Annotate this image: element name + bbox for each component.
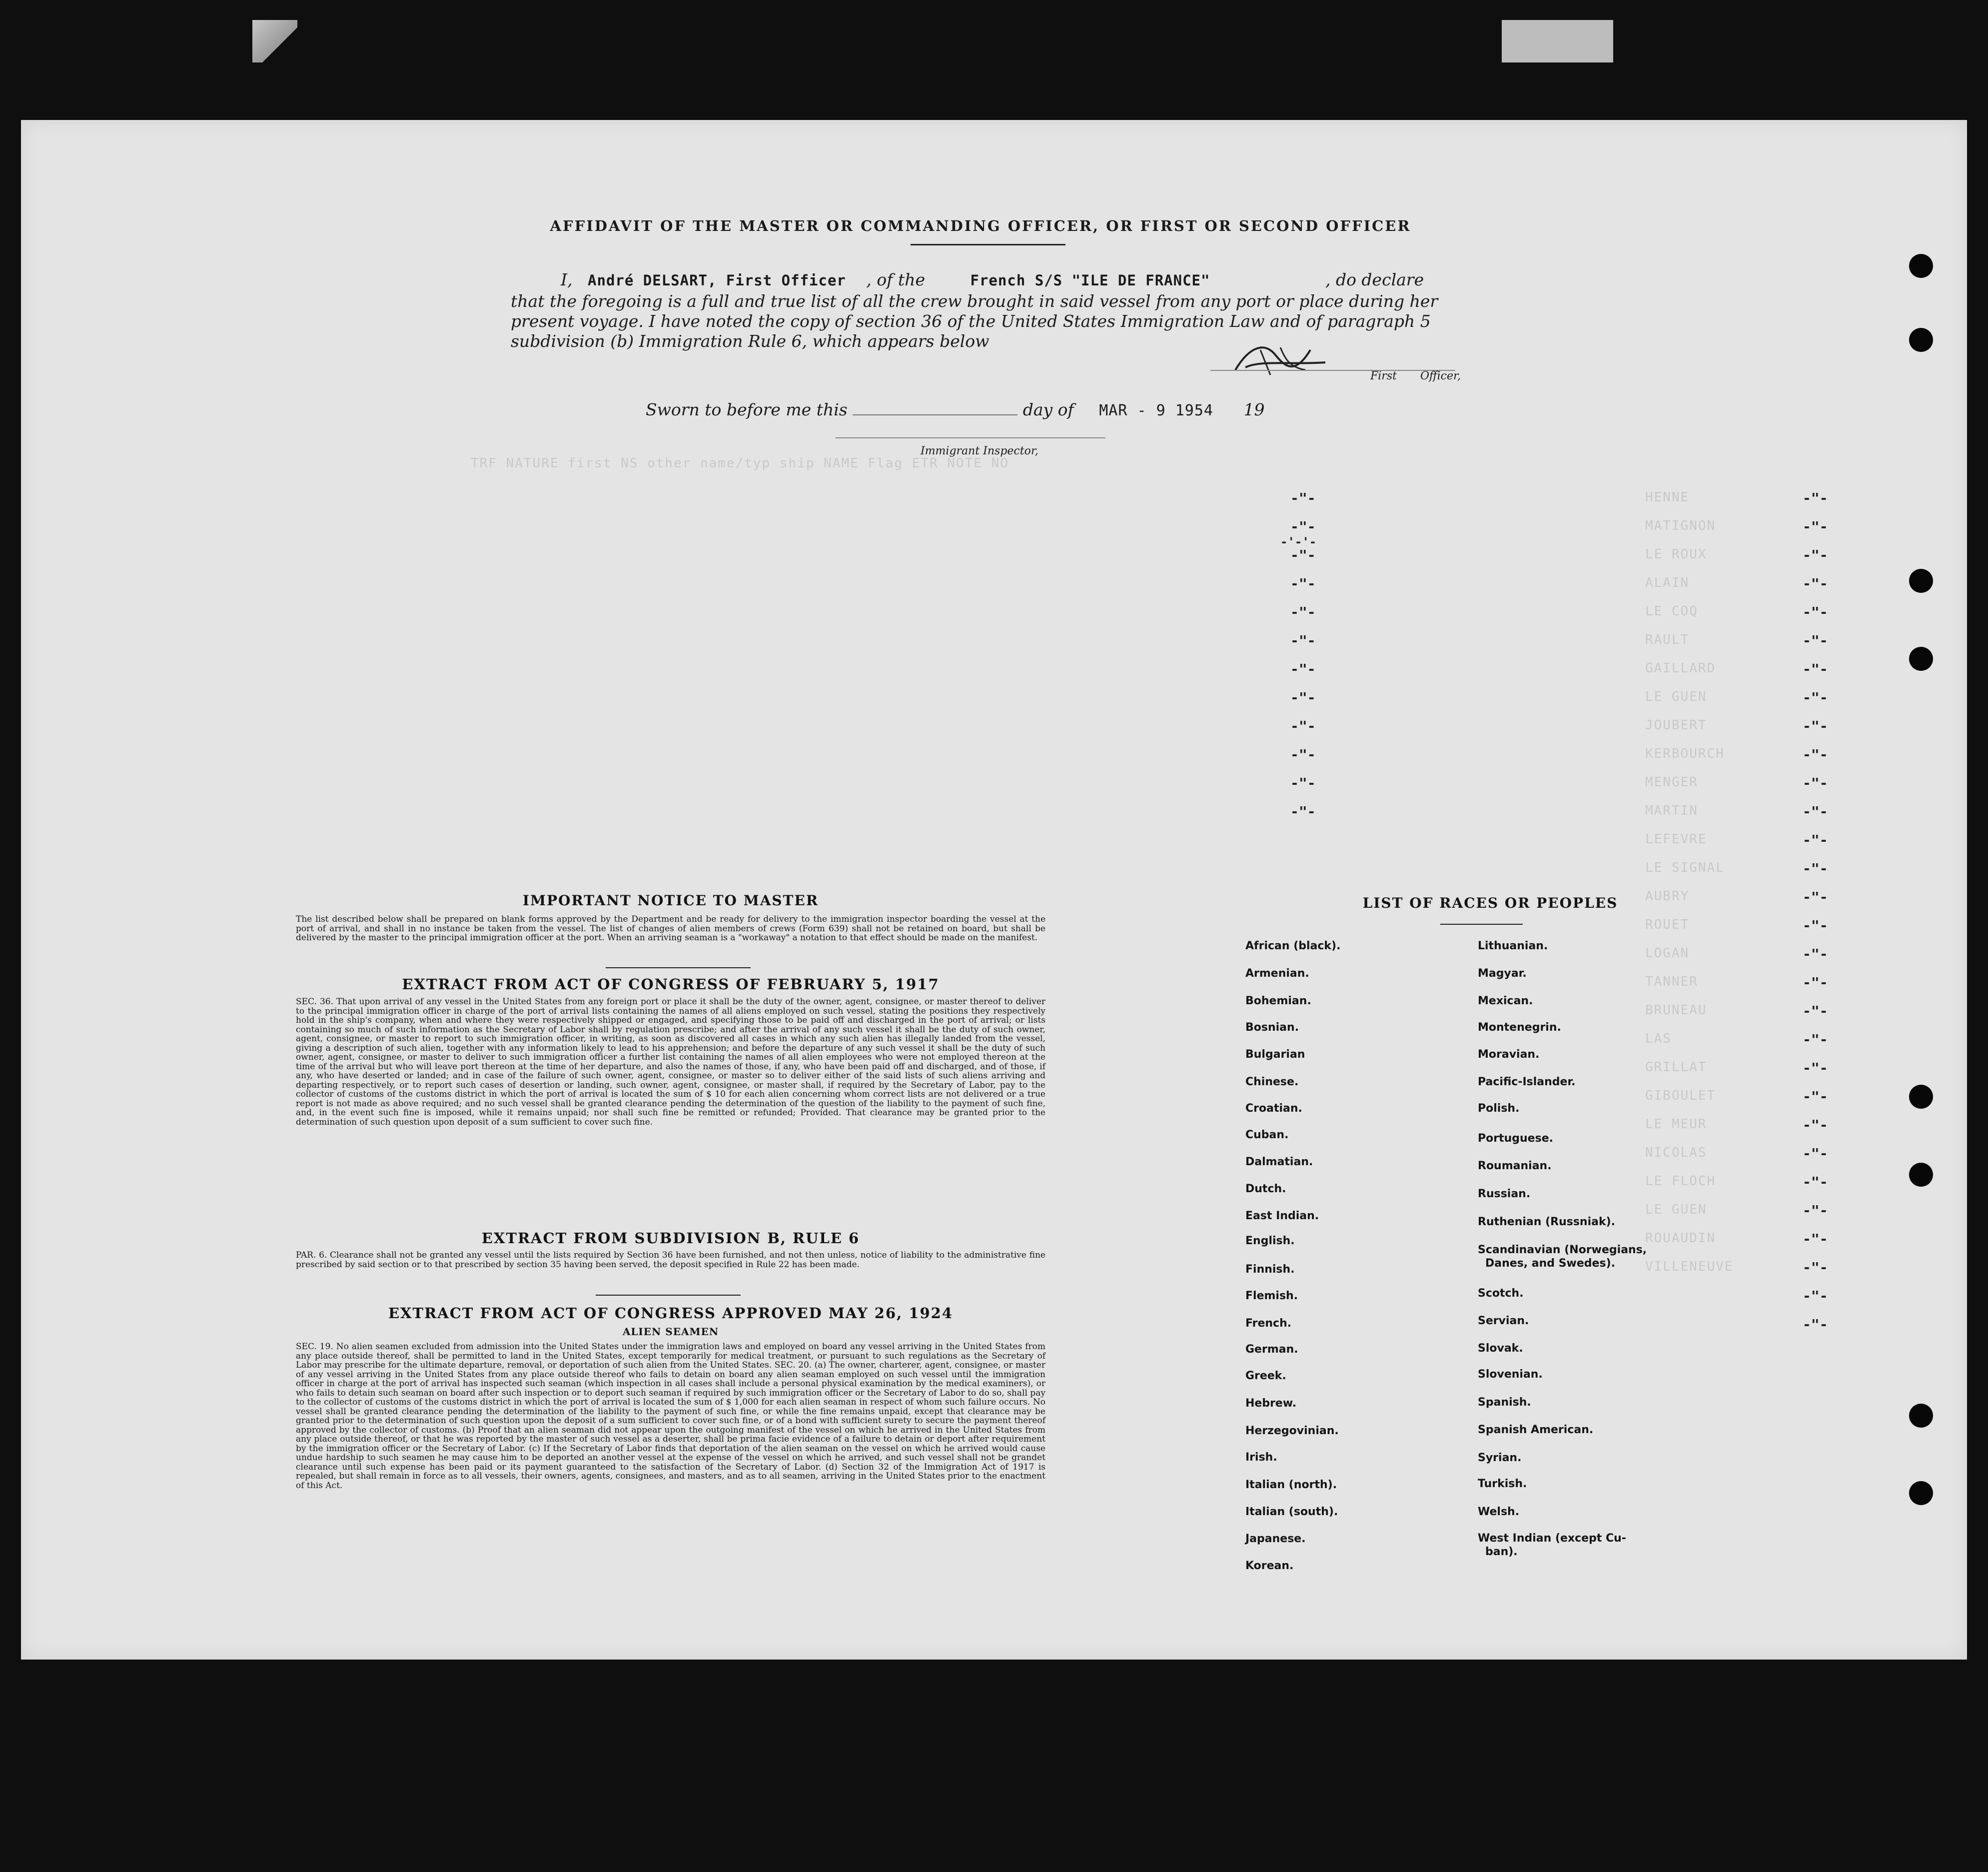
race-item: Slovak. — [1478, 1342, 1523, 1355]
crew-mark-outer: -"- — [1803, 746, 1828, 763]
crew-mark-outer: -"- — [1803, 1088, 1828, 1105]
crew-mark-outer: -"- — [1803, 604, 1828, 620]
crew-mark-inner: -"- — [1290, 518, 1316, 535]
race-item: Irish. — [1245, 1451, 1277, 1464]
act-1917-body: SEC. 36. That upon arrival of any vessel in the United States from any foreign port or place it shall be the duty of the owner, agent, consignee, or master thereof to deliver to the principal immigration officer in charge of the port of arrival lists containing the names of all aliens employed on such vessel, stating the positions they respectively hold in the ship's company, when and where they were respectively shipped or engaged, and specifying those to be paid off and discharged in the port of arrival; or lists containing so much of such information as the Secretary of Labor shall by regulation prescribe; and after the arrival of any such vessel it shall be the duty of such owner, agent, consignee, or master to report to such immigration officer, in writing, as soon as discovered all cases in which any such alien has illegally landed from the vessel, giving a description of such alien, together with any information likely to lead to his apprehension; and before the departure of any such vessel it shall be the duty of such owner, agent, consignee, or master to deliver to such immigration officer a further list containing the names of all alien employees who were not employed thereon at the time of the arrival but who will leave port thereon at the time of her departure, and also the names of those, if any, who have been paid off and discharged, and of those, if any, who have deserted or landed; and in case of the failure of such owner, agent, consignee, or master so to deliver either of the said lists of such aliens arriving and departing respectively, or to report such cases of desertion or landing, such owner, agent, consignee, or master shall, if required by the Secretary of Labor, pay to the collector of customs of the customs district in which the port of arrival is located the sum of $ 10 for each alien concerning whom correct lists are not delivered or a true report is not made as above required; and no such vessel shall be granted clearance pending the determination of the question of the liability to the payment of such fine, and, in the event such fine is imposed, while it remains unpaid; nor shall such fine be remitted or refunded; Provided. That clearance may be granted prior to the determination of such question upon deposit of a sum sufficient to cover such fine. — [296, 997, 1045, 1127]
race-item: Bosnian. — [1245, 1021, 1299, 1034]
crew-mark-outer: -"- — [1803, 1202, 1828, 1219]
race-item: Cuban. — [1245, 1129, 1289, 1141]
ghost-row: VILLENEUVE — [1645, 1259, 1734, 1274]
crew-mark-outer: -"- — [1803, 860, 1828, 877]
ghost-row: LOGAN — [1645, 946, 1690, 961]
binder-hole-5 — [1909, 1085, 1933, 1109]
race-item: Montenegrin. — [1478, 1021, 1561, 1034]
races-title: LIST OF RACES OR PEOPLES — [1362, 895, 1618, 911]
race-item: Slovenian. — [1478, 1368, 1543, 1381]
binder-hole-4 — [1909, 647, 1933, 671]
race-item: Pacific-Islander. — [1478, 1076, 1576, 1088]
crew-mark-outer: -"- — [1803, 917, 1828, 934]
race-item: East Indian. — [1245, 1210, 1319, 1222]
crew-mark-outer: -"- — [1803, 490, 1828, 506]
act-1924-subtitle: ALIEN SEAMEN — [622, 1326, 719, 1338]
ghost-row: JOUBERT — [1645, 718, 1707, 733]
affidavit-i: I, — [561, 270, 573, 289]
top-left-tab — [252, 20, 297, 62]
crew-mark-inner: -"- — [1290, 775, 1316, 791]
race-item: Danes, and Swedes). — [1485, 1257, 1615, 1270]
notice-rule-2 — [596, 1295, 741, 1296]
race-item: Magyar. — [1478, 967, 1527, 980]
race-item: Dutch. — [1245, 1183, 1286, 1195]
binder-hole-3 — [1909, 569, 1933, 593]
act-1917-title: EXTRACT FROM ACT OF CONGRESS OF FEBRUARY 5, 1917 — [402, 976, 940, 993]
crew-mark-inner: -"- — [1290, 547, 1316, 563]
ghost-row: BRUNEAU — [1645, 1003, 1707, 1018]
signature-label-officer: Officer, — [1420, 370, 1461, 382]
do-declare-label: , do declare — [1325, 270, 1424, 289]
race-item: Polish. — [1478, 1102, 1520, 1115]
crew-mark-outer: -"- — [1803, 889, 1828, 905]
ghost-header: TRF NATURE first NS other name/typ ship NAME Flag ETR NOTE NO — [471, 456, 1009, 471]
top-right-tab — [1502, 20, 1613, 62]
crew-mark-outer: -"- — [1803, 1259, 1828, 1276]
race-item: Japanese. — [1245, 1533, 1306, 1545]
officer-signature — [1230, 340, 1330, 380]
signature-line — [1210, 370, 1455, 371]
race-item: Croatian. — [1245, 1102, 1302, 1115]
ghost-row: MATIGNON — [1645, 518, 1716, 533]
notice-rule-1 — [606, 967, 751, 968]
race-item: Bohemian. — [1245, 995, 1311, 1007]
ghost-row: RAULT — [1645, 632, 1690, 647]
race-item: Spanish. — [1478, 1396, 1531, 1409]
crew-mark-inner: -"- — [1290, 575, 1316, 592]
race-item: Scotch. — [1478, 1287, 1524, 1300]
race-item: French. — [1245, 1317, 1292, 1330]
crew-mark-inner: -"- — [1290, 718, 1316, 734]
race-item: Lithuanian. — [1478, 940, 1548, 952]
ghost-row: ROUAUDIN — [1645, 1231, 1716, 1246]
race-item: English. — [1245, 1235, 1295, 1247]
race-item: German. — [1245, 1343, 1298, 1356]
crew-mark-outer: -"- — [1803, 518, 1828, 535]
extra-mark: -'-'- — [1280, 535, 1317, 549]
ghost-row: GAILLARD — [1645, 661, 1716, 676]
crew-mark-outer: -"- — [1803, 1316, 1828, 1333]
crew-mark-outer: -"- — [1803, 1031, 1828, 1048]
crew-mark-outer: -"- — [1803, 1174, 1828, 1190]
affidavit-line-2: that the foregoing is a full and true list of all the crew brought in said vessel from any port or place during her — [511, 291, 1438, 311]
ghost-row: MARTIN — [1645, 803, 1698, 818]
race-item: Syrian. — [1478, 1452, 1522, 1464]
crew-mark-outer: -"- — [1803, 689, 1828, 706]
crew-mark-outer: -"- — [1803, 718, 1828, 734]
sworn-label: Sworn to before me this — [646, 400, 848, 419]
race-item: Turkish. — [1478, 1478, 1527, 1490]
ghost-row: LE COQ — [1645, 604, 1698, 619]
crew-mark-inner: -"- — [1290, 746, 1316, 763]
ghost-row: TANNER — [1645, 974, 1698, 989]
crew-mark-outer: -"- — [1803, 547, 1828, 563]
ghost-row: LE MEUR — [1645, 1117, 1707, 1132]
ghost-row: HENNE — [1645, 490, 1690, 505]
race-item: Finnish. — [1245, 1263, 1295, 1276]
day-of-label: day of — [1022, 400, 1074, 419]
race-item: Italian (south). — [1245, 1506, 1338, 1518]
race-item: West Indian (except Cu- — [1478, 1532, 1626, 1545]
crew-mark-outer: -"- — [1803, 661, 1828, 677]
crew-mark-outer: -"- — [1803, 832, 1828, 848]
race-item: Moravian. — [1478, 1048, 1540, 1061]
of-the-label: , of the — [866, 270, 926, 289]
binder-hole-7 — [1909, 1404, 1933, 1428]
affidavit-title: AFFIDAVIT OF THE MASTER OR COMMANDING OFFICER, OR FIRST OR SECOND OFFICER — [550, 217, 1411, 234]
ghost-row: LE FLOCH — [1645, 1174, 1716, 1189]
important-notice-title: IMPORTANT NOTICE TO MASTER — [522, 892, 819, 909]
ghost-row: LE GUEN — [1645, 1202, 1707, 1217]
binder-hole-6 — [1909, 1163, 1933, 1187]
crew-mark-outer: -"- — [1803, 775, 1828, 791]
date-stamp: MAR - 9 1954 — [1099, 402, 1213, 419]
race-item: Greek. — [1245, 1370, 1286, 1382]
ghost-row: MENGER — [1645, 775, 1698, 790]
ghost-row: LAS — [1645, 1031, 1672, 1046]
crew-mark-outer: -"- — [1803, 803, 1828, 820]
crew-mark-outer: -"- — [1803, 1145, 1828, 1162]
race-item: Spanish American. — [1478, 1424, 1594, 1436]
crew-mark-outer: -"- — [1803, 1117, 1828, 1133]
ghost-row: ALAIN — [1645, 575, 1690, 590]
binder-hole-1 — [1909, 254, 1933, 278]
race-item: ban). — [1485, 1546, 1518, 1558]
crew-mark-inner: -"- — [1290, 661, 1316, 677]
crew-mark-outer: -"- — [1803, 1231, 1828, 1247]
signature-label-first: First — [1370, 370, 1397, 382]
race-item: Portuguese. — [1478, 1132, 1553, 1145]
inspector-line — [836, 437, 1105, 438]
crew-mark-outer: -"- — [1803, 632, 1828, 649]
ghost-row: ROUET — [1645, 917, 1690, 932]
race-item: Mexican. — [1478, 995, 1533, 1007]
ghost-row: LEFEVRE — [1645, 832, 1707, 847]
race-item: Italian (north). — [1245, 1479, 1337, 1491]
crew-mark-inner: -"- — [1290, 689, 1316, 706]
year-prefix: 19 — [1243, 400, 1265, 419]
race-item: Bulgarian — [1245, 1048, 1305, 1061]
ghost-row: AUBRY — [1645, 889, 1690, 904]
crew-mark-outer: -"- — [1803, 974, 1828, 991]
crew-mark-outer: -"- — [1803, 1288, 1828, 1304]
race-item: Chinese. — [1245, 1076, 1299, 1088]
ghost-row: GIBOULET — [1645, 1088, 1716, 1103]
ghost-row: LE GUEN — [1645, 689, 1707, 704]
race-item: Ruthenian (Russniak). — [1478, 1216, 1616, 1228]
race-item: Herzegovinian. — [1245, 1425, 1339, 1437]
affidavit-title-rule — [911, 244, 1065, 245]
affidavit-line-3: present voyage. I have noted the copy of section 36 of the United States Immigration Law and of paragraph 5 — [511, 311, 1431, 331]
crew-mark-inner: -"- — [1290, 490, 1316, 506]
crew-mark-outer: -"- — [1803, 1003, 1828, 1019]
race-item: Welsh. — [1478, 1506, 1520, 1518]
race-item: Scandinavian (Norwegians, — [1478, 1244, 1647, 1256]
inspector-label: Immigrant Inspector, — [921, 445, 1038, 457]
ghost-row: LE ROUX — [1645, 547, 1707, 562]
act-1924-title: EXTRACT FROM ACT OF CONGRESS APPROVED MAY 26, 1924 — [388, 1305, 954, 1322]
ghost-row: NICOLAS — [1645, 1145, 1707, 1160]
race-item: Servian. — [1478, 1315, 1529, 1327]
rule-6-title: EXTRACT FROM SUBDIVISION B, RULE 6 — [481, 1230, 860, 1247]
act-1924-body: SEC. 19. No alien seamen excluded from admission into the United States under the immigration laws and employed on board any vessel arriving in the United States from any place outside thereof, shall be permitted to land in the United States, except temporarily for medical treatment, or pursuant to such regulations as the Secretary of Labor may prescribe for the ultimate departure, removal, or deportation of such alien from the United States. SEC. 20. (a) The owner, charterer, agent, consignee, or master of any vessel arriving in the United States from any place outside thereof who fails to detain on board any alien seaman employed on such vessel until the immigration officer in charge at the port of arrival has inspected such seaman (which inspection in all cases shall include a personal physical examination by the medical examiners), or who fails to detain such seaman on board after such inspection or to deport such seaman if required by such immigration officer or the Secretary of Labor to do so, shall pay to the collector of customs of the customs district in which the port of arrival is located the sum of $ 1,000 for each alien seaman in respect of whom such failure occurs. No vessel shall be granted clearance pending the determination of the liability to the payment of such fine, or while the fine remains unpaid, except that clearance may be granted prior to the determination of such question upon the deposit of a sum sufficient to cover such fine, or of a bond with sufficient surety to secure the payment thereof approved by the collector of customs. (b) Proof that an alien seaman did not appear upon the outgoing manifest of the vessel on which he arrived in the United States from any place outside thereof, or that he was reported by the master of such vessel as a deserter, shall be prima facie evidence of a failure to detain or deport after requirement by the immigration officer or the Secretary of Labor. (c) If the Secretary of Labor finds that deportation of the alien seaman on the vessel on which he arrived would cause undue hardship to such seamen he may cause him to be deported an another vessel at the expense of the vessel on which he arrived, and such vessel shall not be grandet clearance until such expense has been paid or its payment guaranteed to the satisfaction of the Secretary of Labor. (d) Section 32 of the Immigration Act of 1917 is repealed, but shall remain in force as to all vessels, their owners, agents, consignees, and masters, and as to all seamen, arriving in the United States prior to the enactment of this Act. — [296, 1342, 1045, 1491]
ghost-row: KERBOURCH — [1645, 746, 1725, 761]
affidavit-line-1 — [511, 270, 1460, 290]
race-item: Flemish. — [1245, 1290, 1298, 1302]
binder-hole-8 — [1909, 1481, 1933, 1505]
races-title-rule — [1440, 924, 1523, 925]
officer-name: André DELSART, First Officer — [588, 272, 846, 289]
affidavit-line-4: subdivision (b) Immigration Rule 6, which appears below — [511, 331, 990, 351]
crew-mark-inner: -"- — [1290, 604, 1316, 620]
manifest-page — [21, 120, 1967, 1660]
crew-mark-inner: -"- — [1290, 803, 1316, 820]
vessel-name: French S/S "ILE DE FRANCE" — [970, 272, 1210, 289]
race-item: Russian. — [1478, 1188, 1531, 1200]
ghost-row: LE SIGNAL — [1645, 860, 1725, 875]
important-notice-body: The list described below shall be prepared on blank forms approved by the Department and be ready for delivery to the immigration inspector boarding the vessel at the port of arrival, and shall in no instance be taken from the vessel. The list of changes of alien members of crews (Form 639) shall not be retained on board, but shall be delivered by the master to the principal immigration officer at the port. When an arriving seaman is a "workaway" a notation to that effect should be made on the manifest. — [296, 914, 1045, 943]
crew-mark-outer: -"- — [1803, 575, 1828, 592]
sworn-line — [646, 400, 1264, 419]
race-item: Korean. — [1245, 1560, 1294, 1572]
race-item: Hebrew. — [1245, 1397, 1297, 1410]
crew-mark-inner: -"- — [1290, 632, 1316, 649]
binder-hole-2 — [1909, 328, 1933, 352]
race-item: Roumanian. — [1478, 1160, 1552, 1172]
rule-6-body: PAR. 6. Clearance shall not be granted any vessel until the lists required by Section 36 have been furnished, and not then unless, notice of liability to the administrative fine prescribed by said section or to that prescribed by section 35 having been served, the deposit specified in Rule 22 has been made. — [296, 1250, 1045, 1270]
crew-mark-outer: -"- — [1803, 1060, 1828, 1076]
race-item: African (black). — [1245, 940, 1341, 952]
ghost-row: GRILLAT — [1645, 1060, 1707, 1075]
race-item: Armenian. — [1245, 967, 1309, 980]
crew-mark-outer: -"- — [1803, 946, 1828, 962]
race-item: Dalmatian. — [1245, 1156, 1313, 1168]
